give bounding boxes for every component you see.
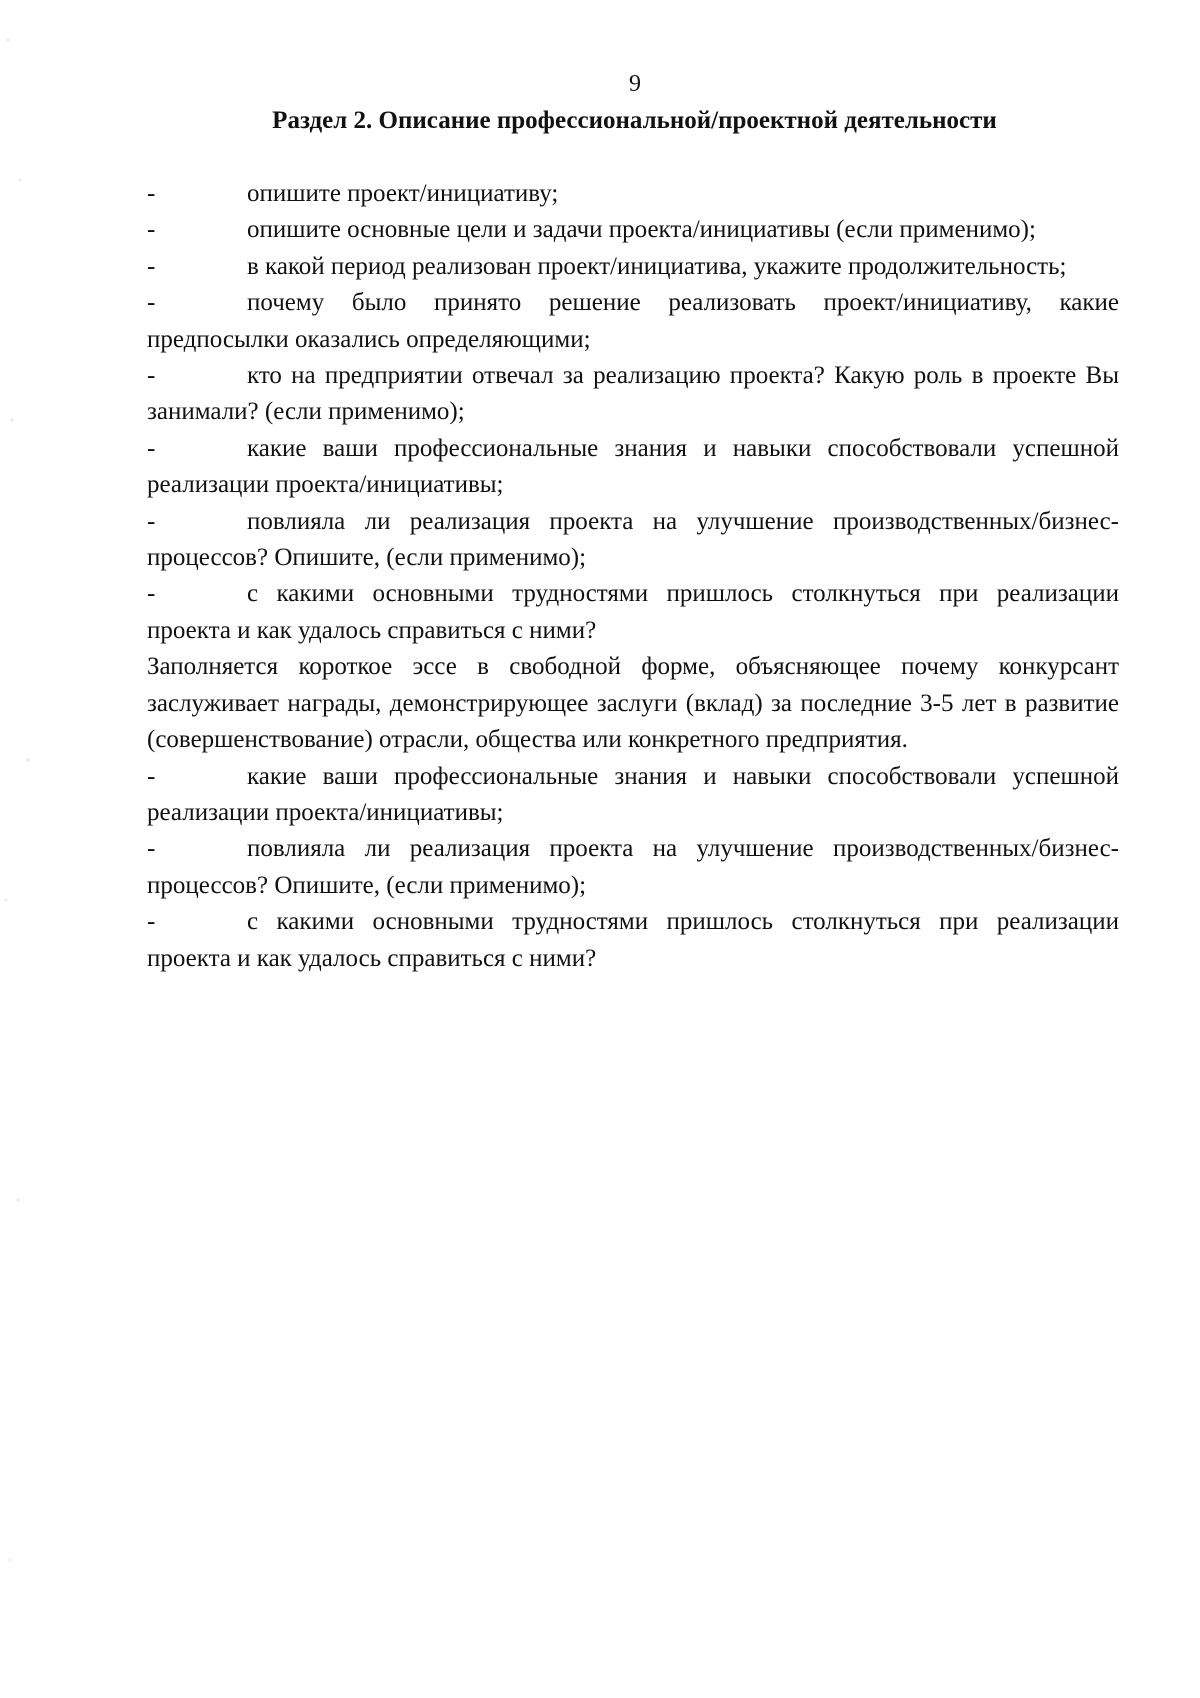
bullet-dash: - [147,507,156,535]
bullet-text: какие ваши профессиональные знания и навыки способствовали успешной реализации проекта/инициативы; [147,434,1119,499]
bullet-dash: - [147,289,156,317]
bullet-text: опишите проект/инициативу; [247,180,559,207]
bullet-item [147,504,1119,577]
bullet-item [147,831,1119,904]
bullet-text: почему было принято решение реализовать проект/инициативу, какие предпосылки оказались определяющими; [147,289,1119,353]
bullet-text: опишите основные цели и задачи проекта/инициативы (если применимо); [247,216,1036,244]
page-number: 9 [629,71,641,97]
section-body [147,176,1119,977]
bullet-dash: - [147,835,156,863]
bullet-item [147,176,1119,212]
bullet-dash: - [147,762,156,790]
bullet-item [147,904,1119,977]
bullet-dash: - [147,252,156,280]
bullet-text: повлияла ли реализация проекта на улучшение производственных/бизнес- процессов? Опишите, (если применимо); [147,507,1119,572]
section-title: Раздел 2. Описание профессиональной/проектной деятельности [272,107,997,134]
bullet-text: с какими основными трудностями пришлось столкнуться при реализации проекта и как удалось справиться с ними? [147,580,1119,644]
bullet-text: повлияла ли реализация проекта на улучшение производственных/бизнес- процессов? Опишите, (если применимо); [147,835,1119,899]
bullet-text: кто на предприятии отвечал за реализацию проекта? Какую роль в проекте Вы занимали? (если применимо); [147,362,1119,426]
bullet-text: в какой период реализован проект/инициатива, укажите продолжительность; [247,252,1067,280]
bullet-dash: - [147,180,156,207]
bullet-dash: - [147,434,156,462]
bullet-item [147,358,1119,431]
bullet-item [147,285,1119,358]
scan-edge-noise [0,0,34,1698]
bullet-dash: - [147,216,156,244]
bullet-dash: - [147,908,156,936]
bullet-item [147,759,1119,832]
bullet-dash: - [147,362,156,390]
bullet-item [147,576,1119,649]
bullet-dash: - [147,580,156,608]
essay-paragraph: Заполняется короткое эссе в свободной форме, объясняющее почему конкурсант заслуживает награды, демонстрирующее заслуги (вклад) за последние 3-5 лет в развитие (совершенствование) отрасли, общества или конкретного предприятия. [147,653,1119,754]
bullet-text: какие ваши профессиональные знания и навыки способствовали успешной реализации проекта/инициативы; [147,762,1119,826]
bullet-item [147,212,1119,248]
bullet-item [147,249,1119,285]
bullet-text: с какими основными трудностями пришлось столкнуться при реализации проекта и как удалось справиться с ними? [147,908,1119,972]
bullet-item [147,431,1119,504]
